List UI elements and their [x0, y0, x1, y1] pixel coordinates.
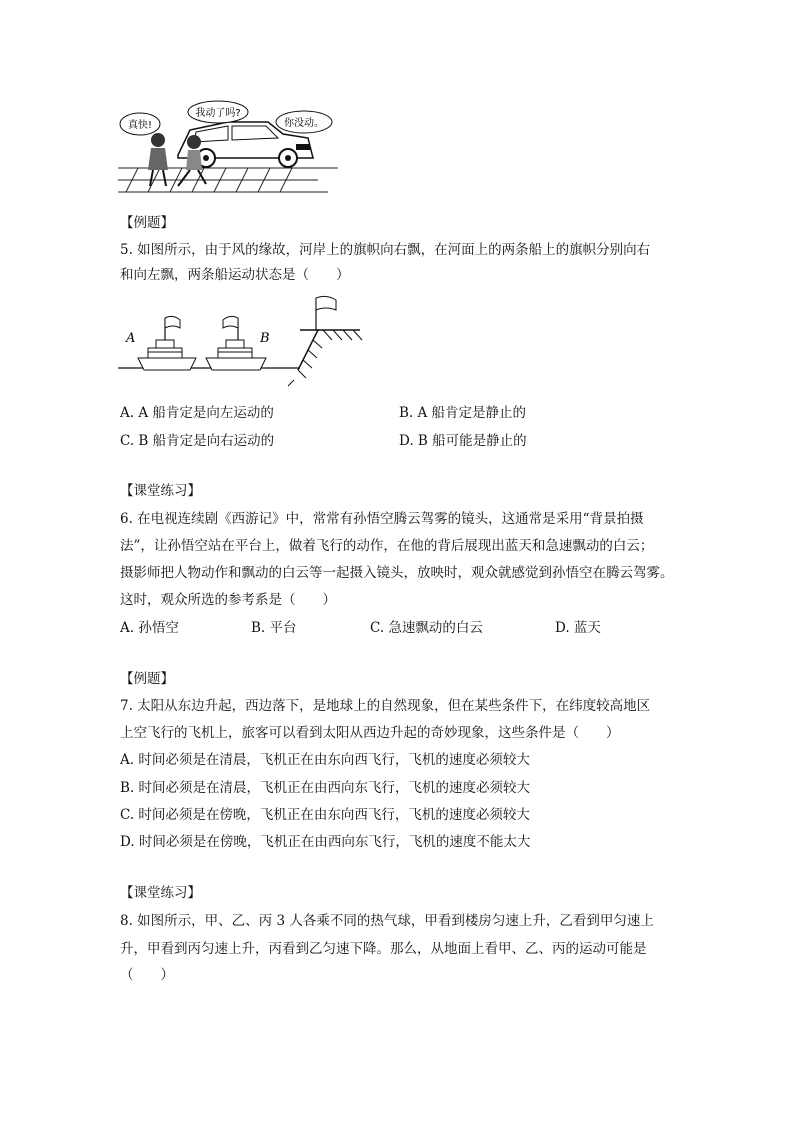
q5-line-1: 5. 如图所示，由于风的缘故，河岸上的旗帜向右飘，在河面上的两条船上的旗帜分别向右 [120, 242, 651, 258]
q6-line-4: 这时，观众所选的参考系是（ ） [120, 592, 336, 608]
q8-line-2: 升，甲看到丙匀速上升，丙看到乙匀速下降。那么，从地面上看甲、乙、丙的运动可能是 [120, 941, 647, 957]
q8-line-3: （ ） [120, 967, 174, 983]
boat-a-label: A [126, 331, 136, 346]
q5-option-d[interactable]: D. B 船可能是静止的 [399, 433, 527, 449]
q6-option-a[interactable]: A. 孙悟空 [120, 620, 179, 636]
q7-line-2: 上空飞行的飞机上，旅客可以看到太阳从西边升起的奇妙现象，这些条件是（ ） [120, 725, 620, 741]
q5-line-2: 和向左飘，两条船运动状态是（ ） [120, 267, 350, 283]
boat-b-label: B [260, 331, 270, 346]
bubble-left-text: 真快! [127, 120, 153, 131]
q6-line-2: 法”，让孙悟空站在平台上，做着飞行的动作，在他的背后展现出蓝天和急速飘动的白云； [120, 538, 654, 554]
car-cartoon-figure [118, 100, 338, 200]
q5-option-c[interactable]: C. B 船肯定是向右运动的 [120, 433, 275, 449]
boats-river-figure [118, 290, 368, 390]
section-heading-practice-1: 【课堂练习】 [120, 483, 201, 499]
section-heading-example-1: 【例题】 [120, 215, 174, 231]
q6-option-d[interactable]: D. 蓝天 [555, 620, 601, 636]
q7-option-d[interactable]: D. 时间必须是在傍晚，飞机正在由西向东飞行，飞机的速度不能太大 [120, 834, 531, 850]
q5-option-b[interactable]: B. A 船肯定是静止的 [399, 405, 527, 421]
bubble-middle-text: 我动了吗? [195, 108, 241, 119]
section-heading-example-2: 【例题】 [120, 671, 174, 687]
q6-option-b[interactable]: B. 平台 [251, 620, 297, 636]
q7-option-b[interactable]: B. 时间必须是在清晨，飞机正在由西向东飞行，飞机的速度必须较大 [120, 780, 531, 796]
section-heading-practice-2: 【课堂练习】 [120, 885, 201, 901]
q7-option-a[interactable]: A. 时间必须是在清晨，飞机正在由东向西飞行，飞机的速度必须较大 [120, 752, 530, 768]
q6-option-c[interactable]: C. 急速飘动的白云 [370, 620, 483, 636]
q6-line-1: 6. 在电视连续剧《西游记》中，常常有孙悟空腾云驾雾的镜头，这通常是采用“背景拍摄 [120, 511, 644, 527]
q6-line-3: 摄影师把人物动作和飘动的白云等一起摄入镜头，放映时，观众就感觉到孙悟空在腾云驾雾。 [120, 565, 674, 581]
q8-line-1: 8. 如图所示，甲、乙、丙 3 人各乘不同的热气球，甲看到楼房匀速上升，乙看到甲匀速上 [120, 913, 654, 929]
q7-option-c[interactable]: C. 时间必须是在傍晚，飞机正在由东向西飞行，飞机的速度必须较大 [120, 807, 530, 823]
q7-line-1: 7. 太阳从东边升起，西边落下，是地球上的自然现象，但在某些条件下，在纬度较高地区 [120, 698, 651, 714]
bubble-right-text: 你没动。 [284, 118, 324, 129]
q5-option-a[interactable]: A. A 船肯定是向左运动的 [120, 405, 274, 421]
